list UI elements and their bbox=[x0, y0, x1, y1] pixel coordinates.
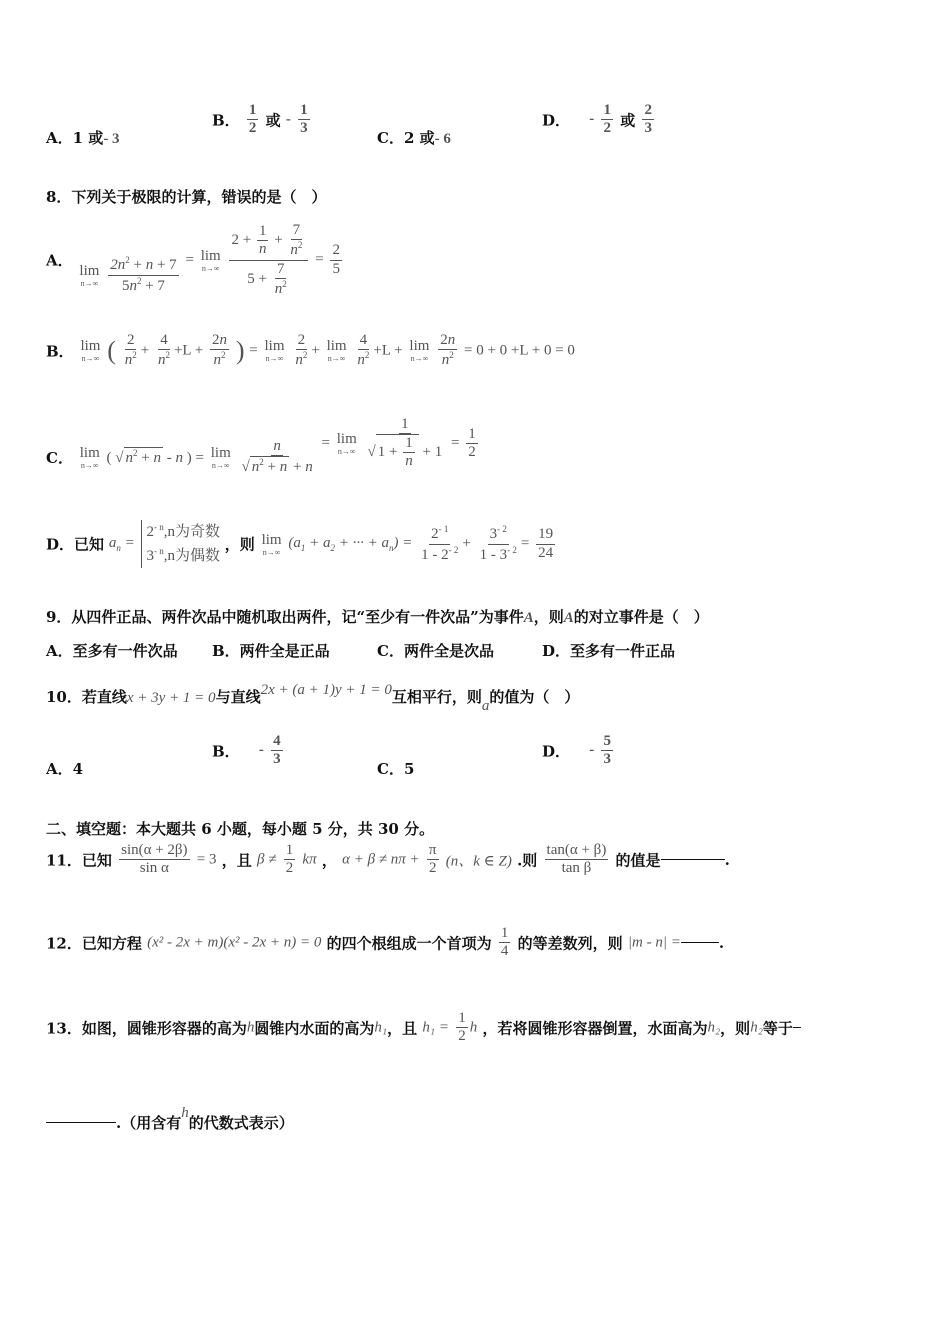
q8-option-b: B． lim n→∞ ( $\frac{2}{n^2}$ + $\frac{4}{n^2}$ +L + $\frac{2n}{n^2}$ ) = lim n→∞ $\frac{2}{n^2}$ + lim n→∞ $\frac{4}{n^2}$ +L + lim n→∞ $\frac{2n}{n^2}$ = 0 + 0 +L + 0 = 0 bbox=[46, 332, 575, 369]
lim-symbol: lim n→∞ bbox=[80, 338, 101, 364]
q9-option-c: C．两件全是次品 bbox=[377, 642, 494, 660]
q7-option-a: A．1 或- 3 bbox=[46, 129, 120, 147]
answer-blank[interactable] bbox=[46, 1122, 116, 1123]
q10-option-c: C．5 bbox=[377, 760, 415, 778]
q7-b-frac1: $\frac{1}{2}$ bbox=[248, 102, 257, 137]
q9-option-d: D．至多有一件正品 bbox=[542, 642, 676, 660]
lim-symbol: lim n→∞ bbox=[326, 338, 347, 364]
q9-stem: 9．从四件正品、两件次品中随机取出两件，记“至少有一件次品”为事件A，则A的对立事件是（ ） bbox=[46, 608, 709, 626]
q7-b-frac2: $\frac{1}{3}$ bbox=[300, 102, 308, 137]
q8-stem: 8．下列关于极限的计算，错误的是（ ） bbox=[46, 188, 327, 206]
q7-option-b: B． $\frac{1}{2}$ 或 - $\frac{1}{3}$ bbox=[212, 102, 308, 137]
q13-line1: 13．如图，圆锥形容器的高为h圆锥内水面的高为h₁，且 h₁ = $\frac{1}{2}$ h ，若将圆锥形容器倒置，水面高为h₂，则h₂等于 bbox=[46, 1010, 801, 1046]
q13-line2: .（用含有h的代数式表示） bbox=[46, 1112, 294, 1133]
q7-d-frac1: $\frac{1}{2}$ bbox=[603, 102, 611, 137]
q9-option-a: A．至多有一件次品 bbox=[46, 642, 178, 660]
answer-blank[interactable] bbox=[681, 942, 719, 943]
answer-blank[interactable] bbox=[661, 859, 725, 860]
lim-symbol: lim n→∞ bbox=[409, 338, 430, 364]
q10-option-b: B． - $\frac{4}{3}$ bbox=[212, 733, 281, 768]
q8-option-d: D．已知 $a_n$ = $2^{- n},n$为奇数 $3^{- n},n$为偶数 ，则 lim n→∞ ($a_1 + a_2$ + ··· + $a_n$) = $\frac{2^{- 1}}{1 - 2^{- 2}}$ + $\frac{3^{- 2}}{1 - 3^{- 2}}$ = $\frac{19}{24}$ bbox=[46, 520, 557, 568]
q10-option-d: D． - $\frac{5}{3}$ bbox=[542, 733, 611, 768]
section-title: 二、填空题：本大题共 6 小题，每小题 5 分，共 30 分。 bbox=[46, 820, 435, 838]
q12: 12．已知方程 (x² - 2x + m)(x² - 2x + n) = 0 的四个根组成一个首项为 $\frac{1}{4}$ 的等差数列，则 |m - n| = . bbox=[46, 925, 725, 960]
q8a-result: $\frac{2}{5}$ bbox=[332, 242, 340, 277]
q8-option-a: A． lim n→∞ $\frac{2n^2 + n + 7}{5n^2 + 7}$ = lim n→∞ 2 + $\frac{1}{n}$ + $\frac{7}{n^2}$ 5 + $\frac{7}{n^2}$ = $\frac{2}{5}$ bbox=[46, 222, 340, 297]
q10-stem: 10．若直线x + 3y + 1 = 0与直线2x + (a + 1)y + 1 = 0互相平行，则a的值为（ ） bbox=[46, 682, 580, 714]
lim-symbol: lim n→∞ bbox=[79, 262, 100, 288]
lim-symbol: lim n→∞ bbox=[200, 247, 221, 273]
q7-option-d: D． - $\frac{1}{2}$ 或 $\frac{2}{3}$ bbox=[542, 102, 652, 137]
answer-blank[interactable] bbox=[793, 1027, 801, 1028]
q7-option-c: C．2 或- 6 bbox=[377, 129, 451, 147]
q7-d-frac2: $\frac{2}{3}$ bbox=[644, 102, 652, 137]
lim-symbol: lim n→∞ bbox=[210, 444, 231, 470]
lim-symbol: lim n→∞ bbox=[336, 430, 357, 456]
lim-symbol: lim n→∞ bbox=[79, 444, 100, 470]
q9-option-b: B．两件全是正品 bbox=[212, 642, 330, 660]
q8a-frac2: 2 + $\frac{1}{n}$ + $\frac{7}{n^2}$ 5 + $\frac{7}{n^2}$ bbox=[229, 222, 308, 298]
q11: 11．已知 $\frac{\sin(\alpha + 2\beta)}{\text{sin α}}$ = 3 ，且 β ≠ $\frac{1}{2}$ kπ ， α + β ≠ nπ + $\frac{\pi}{2}$ (n、k ∈ Z) .则 $\frac{\tan(\alpha + \beta)}{\text{tan β}}$ 的值是 . bbox=[46, 842, 730, 877]
lim-symbol: lim n→∞ bbox=[264, 338, 285, 364]
q10-option-a: A．4 bbox=[46, 760, 84, 778]
q8-option-c: C． lim n→∞ ( √ $n^2 + n - n$ ) = lim n→∞ $\frac{n}{√ n^2 + n + n}$ = lim n→∞ 1 √ 1 + $\frac{1}{n}$ + 1 = $\frac{1}{2}$ bbox=[46, 415, 476, 476]
lim-symbol: lim n→∞ bbox=[261, 531, 282, 557]
q8a-frac: $\frac{2n^2 + n + 7}{5n^2 + 7}$ bbox=[110, 255, 177, 294]
piecewise-brace: $2^{- n},n$为奇数 $3^{- n},n$为偶数 bbox=[141, 520, 220, 568]
